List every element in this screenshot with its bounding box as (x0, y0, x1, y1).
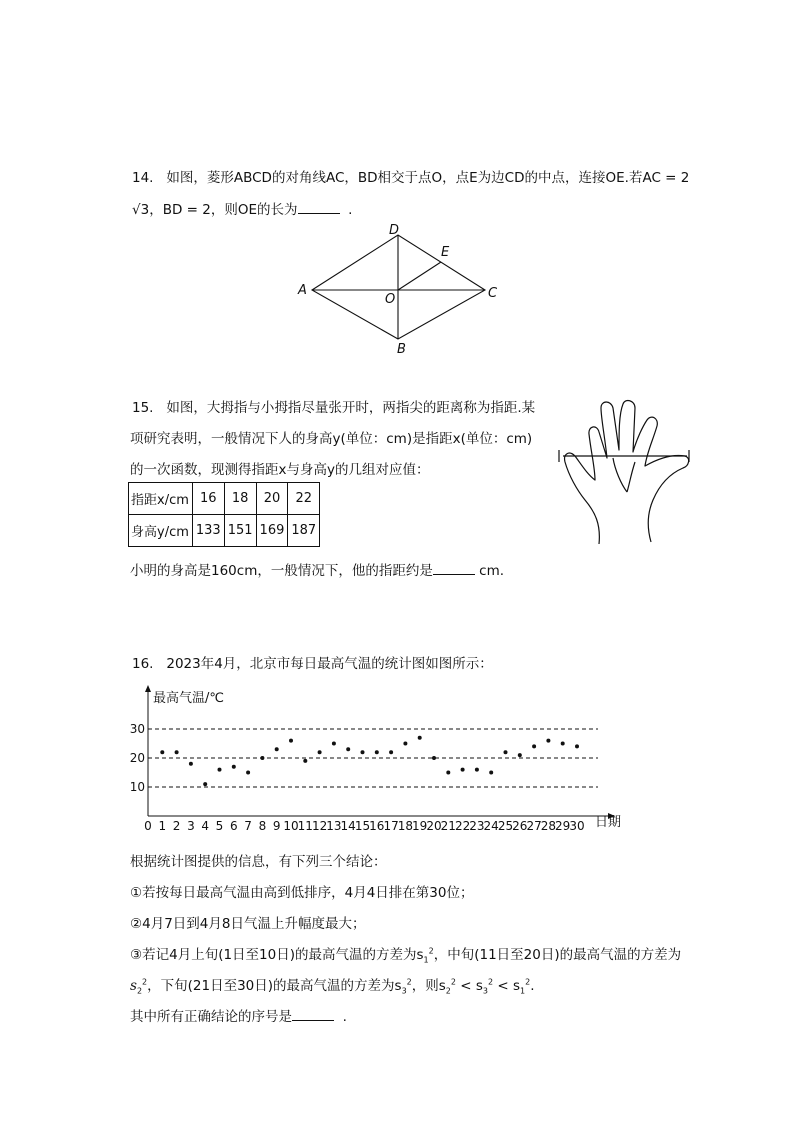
data-point (518, 753, 522, 757)
c3-sup-5: 2 (488, 977, 494, 987)
q15-table (128, 482, 320, 547)
x-tick-label: 10 (283, 819, 299, 830)
x-tick-label: 21 (440, 819, 456, 830)
x-tick-label: 15 (354, 819, 371, 830)
label-b: B (397, 342, 406, 357)
x-tick-label: 2 (172, 819, 181, 830)
table-cell: 169 (256, 515, 288, 547)
segment-oe (398, 262, 441, 290)
data-point (232, 765, 236, 769)
c3-sup-1: 2 (428, 946, 434, 956)
x-tick-label: 5 (215, 819, 224, 830)
c3-text-e: ，则s (411, 978, 446, 994)
data-point (575, 744, 579, 748)
data-point (203, 782, 207, 786)
x-tick-label: 23 (469, 819, 485, 830)
c3-sub-1: 1 (423, 955, 429, 965)
x-tick-label: 13 (326, 819, 342, 830)
table-cell: 151 (224, 515, 256, 547)
x-tick-label: 6 (229, 819, 238, 830)
data-point (489, 771, 493, 775)
c3-sub-5: 3 (482, 986, 489, 996)
q15-unit: cm. (479, 563, 505, 579)
data-point (475, 768, 479, 772)
data-point (218, 768, 222, 772)
q15-line3: 的一次函数，现测得指距x与身高y的几组对应值： (130, 462, 430, 478)
y-tick-label: 20 (129, 751, 145, 765)
q16-ask (130, 1005, 347, 1025)
table-cell: 16 (192, 483, 224, 515)
data-point (546, 739, 550, 743)
data-point (289, 739, 293, 743)
x-tick-label: 25 (497, 819, 514, 830)
x-tick-label: 28 (540, 819, 557, 830)
q16-ask-text: 其中所有正确结论的序号是 (130, 1009, 292, 1025)
table-cell: 22 (288, 483, 320, 515)
c3-text-c: s (130, 978, 137, 994)
q16-conclusion-2: ②4月7日到4月8日气温上升幅度最大； (130, 916, 366, 932)
hand-illustration (555, 396, 695, 546)
q16-after-chart: 根据统计图提供的信息，有下列三个结论： (130, 854, 387, 870)
data-point (332, 742, 336, 746)
q15-after-text: 小明的身高是160cm，一般情况下，他的指距约是 (130, 563, 433, 579)
table-cell: 187 (288, 515, 320, 547)
rhombus-figure (290, 218, 510, 358)
data-point (160, 750, 164, 754)
x-tick-label: 14 (340, 819, 356, 830)
c3-text-f: < s (455, 978, 483, 994)
x-tick-label: 29 (555, 819, 571, 830)
x-tick-label: 9 (272, 819, 281, 830)
x-tick-label: 3 (187, 819, 195, 830)
q15-text-1: 如图，大拇指与小拇指尽量张开时，两指尖的距离称为指距.某 (166, 400, 536, 416)
data-point (504, 750, 508, 754)
q16-conclusion-3-line1 (130, 943, 681, 965)
c3-sup-3: 2 (406, 977, 412, 987)
x-axis-label: 日期 (595, 815, 622, 830)
data-point (246, 771, 250, 775)
x-tick-label: 8 (258, 819, 267, 830)
c3-text-d: ，下旬(21日至30日)的最高气温的方差为s (147, 978, 402, 994)
x-tick-label: 19 (412, 819, 428, 830)
q14-number: 14. (132, 170, 154, 186)
x-tick-label: 12 (311, 819, 328, 830)
x-tick-label: 22 (454, 819, 471, 830)
table-row (129, 483, 320, 515)
data-point (275, 747, 279, 751)
x-tick-label: 1 (158, 819, 167, 830)
table-row (129, 515, 320, 547)
label-e: E (441, 245, 450, 260)
data-point (461, 768, 465, 772)
x-tick-label: 11 (297, 819, 313, 830)
x-tick-label: 27 (526, 819, 542, 830)
q14-line2 (132, 198, 352, 218)
x-tick-label: 24 (483, 819, 499, 830)
c3-sub-4: 2 (445, 986, 451, 996)
c3-text-b: ，中旬(11日至20日)的最高气温的方差为 (433, 947, 682, 963)
q14-text-1: 如图，菱形ABCD的对角线AC，BD相交于点O，点E为边CD的中点，连接OE.若AC = 2 (166, 170, 690, 186)
q15-line1 (132, 396, 535, 416)
table-head-x: 指距x/cm (129, 483, 193, 515)
x-tick-label: 0 (144, 819, 152, 830)
q14-end: . (348, 202, 353, 218)
y-axis-arrow (145, 685, 151, 692)
table-head-y: 身高y/cm (129, 515, 193, 547)
data-point (303, 759, 307, 763)
data-point (446, 771, 450, 775)
c3-sub-3: 3 (401, 986, 407, 996)
data-point (418, 736, 422, 740)
q14-line1 (132, 166, 689, 186)
c3-sub-2: 2 (136, 986, 143, 996)
q16-number: 16. (132, 656, 154, 672)
label-a: A (298, 283, 307, 298)
q15-after (130, 559, 504, 579)
q16-conclusion-1: ①若按每日最高气温由高到低排序，4月4日排在第30位； (130, 885, 474, 901)
x-tick-label: 16 (369, 819, 385, 830)
q14-answer-blank[interactable] (298, 201, 340, 214)
data-point (260, 756, 264, 760)
q15-line2: 项研究表明，一般情况下人的身高y(单位：cm)是指距x(单位：cm) (130, 431, 533, 447)
data-point (389, 750, 393, 754)
q14-text-2: ，BD = 2，则OE的长为 (149, 202, 298, 218)
q16-answer-blank[interactable] (292, 1008, 334, 1021)
q16-intro (132, 652, 493, 672)
data-point (375, 750, 379, 754)
c3-sup-4: 2 (450, 977, 456, 987)
y-axis-label: 最高气温/℃ (153, 691, 224, 706)
data-point (403, 742, 407, 746)
q15-number: 15. (132, 400, 154, 416)
data-point (175, 750, 179, 754)
c3-sup-6: 2 (525, 977, 531, 987)
data-point (318, 750, 322, 754)
x-tick-label: 26 (512, 819, 528, 830)
x-tick-label: 18 (397, 819, 414, 830)
x-tick-label: 17 (383, 819, 399, 830)
q15-answer-blank[interactable] (433, 562, 475, 575)
c3-sup-2: 2 (142, 977, 148, 987)
data-point (361, 750, 365, 754)
c3-text-h: . (530, 978, 535, 994)
x-tick-label: 20 (426, 819, 442, 830)
c3-text-g: < s (493, 978, 521, 994)
data-point (189, 762, 193, 766)
q16-conclusion-3-line2 (130, 974, 535, 996)
c3-sub-6: 1 (520, 986, 526, 996)
c3-text-a: ③若记4月上旬(1日至10日)的最高气温的方差为s (130, 947, 424, 963)
temperature-scatter-chart (128, 682, 628, 830)
x-tick-label: 7 (244, 819, 252, 830)
data-point (432, 756, 436, 760)
data-point (532, 744, 536, 748)
data-point (561, 742, 565, 746)
q14-sqrt: √3 (132, 202, 150, 218)
x-tick-label: 30 (569, 819, 585, 830)
label-c: C (488, 286, 498, 301)
data-point (346, 747, 350, 751)
label-d: D (389, 223, 400, 238)
q16-end: . (342, 1009, 347, 1025)
q16-intro-text: 2023年4月，北京市每日最高气温的统计图如图所示： (166, 656, 493, 672)
y-tick-label: 30 (129, 722, 145, 736)
table-cell: 133 (192, 515, 224, 547)
x-tick-label: 4 (201, 819, 210, 830)
table-cell: 20 (256, 483, 288, 515)
y-tick-label: 10 (129, 780, 145, 794)
table-cell: 18 (224, 483, 256, 515)
label-o: O (385, 292, 396, 307)
